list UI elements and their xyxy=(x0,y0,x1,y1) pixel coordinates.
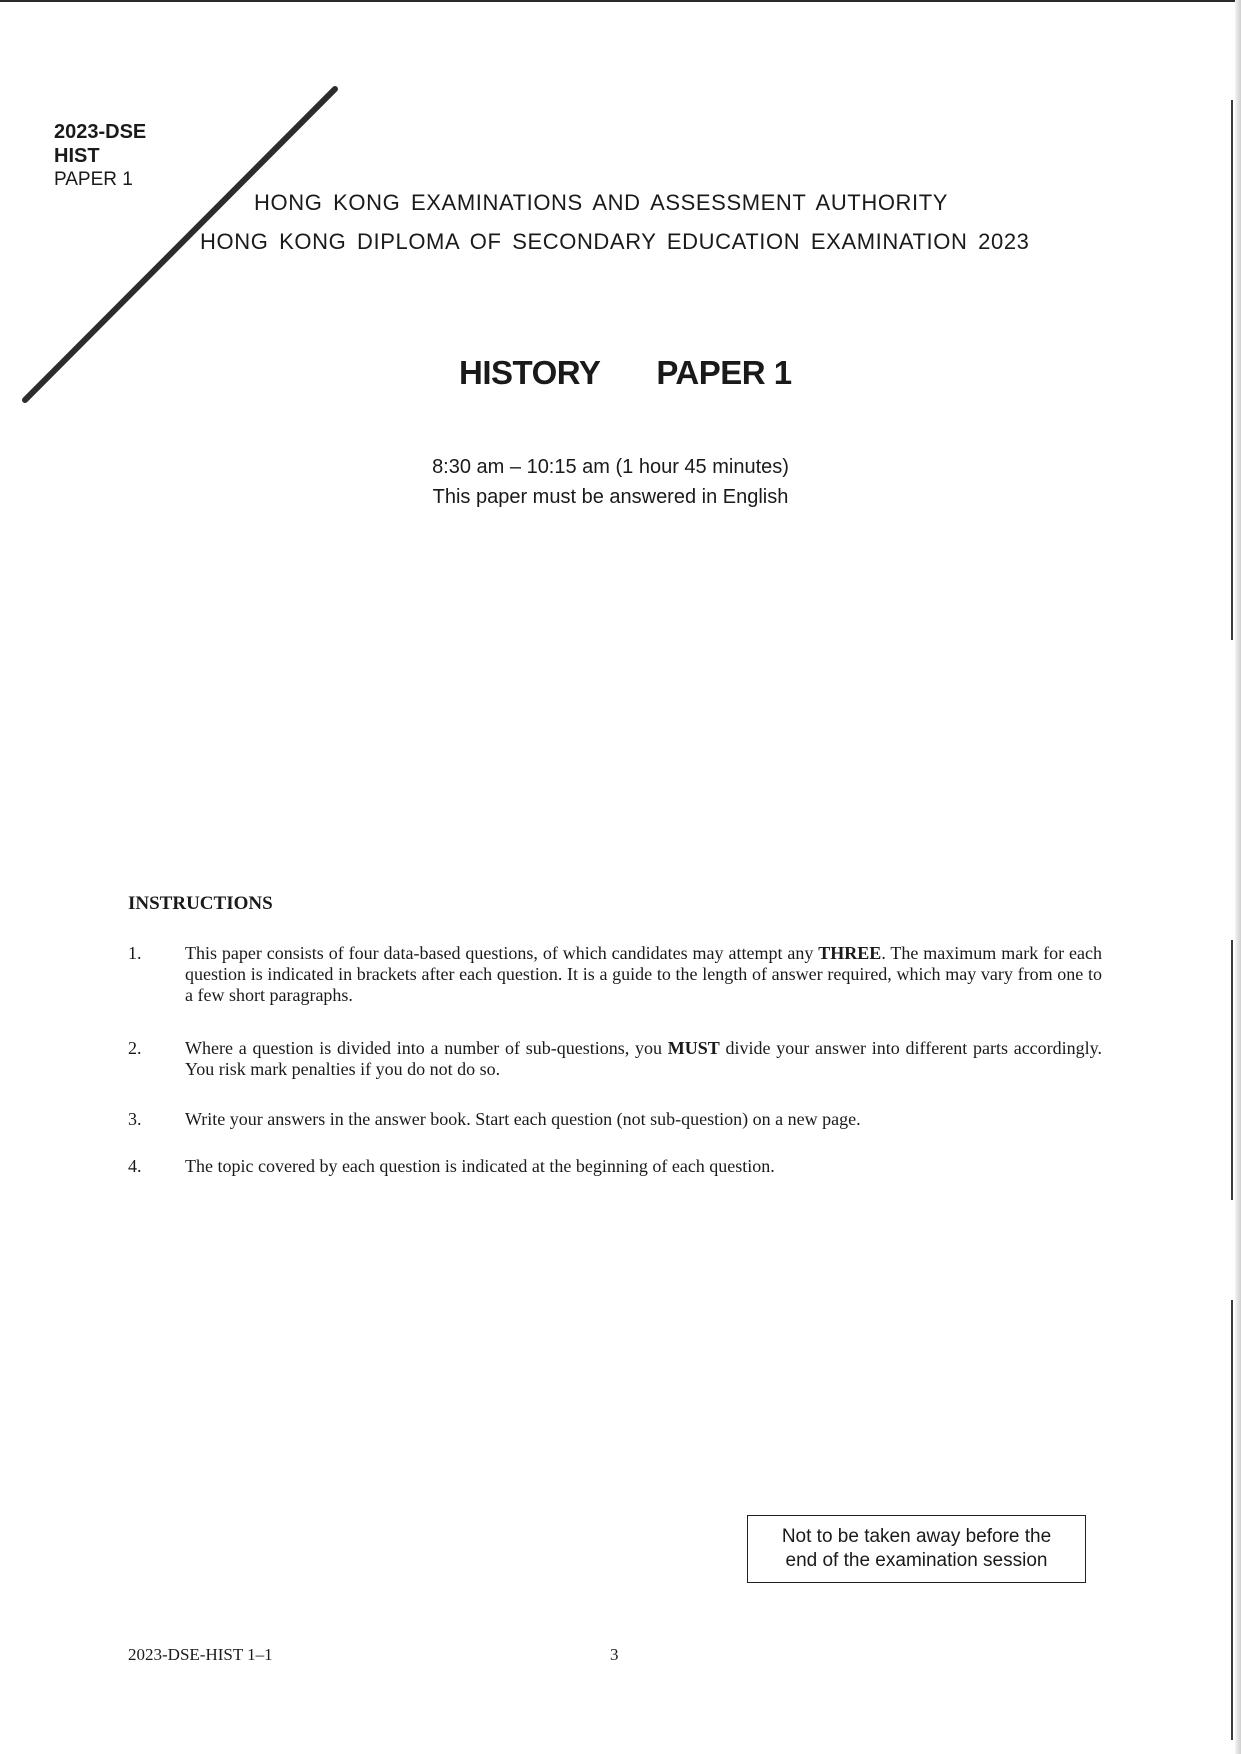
scan-edge-mark xyxy=(1231,100,1233,640)
paper-code-year: 2023-DSE xyxy=(54,121,147,143)
instruction-number: 3. xyxy=(128,1109,142,1129)
page-number: 3 xyxy=(610,1645,619,1664)
instruction-number: 2. xyxy=(128,1038,142,1058)
subject-paper: PAPER 1 xyxy=(656,354,792,391)
instruction-text: Write your answers in the answer book. Start each question (not sub-question) on a new page. xyxy=(185,1109,861,1129)
instruction-number: 4. xyxy=(128,1156,142,1176)
subject-title xyxy=(459,354,792,392)
instruction-item xyxy=(128,1156,1102,1177)
instruction-text: Where a question is divided into a number of sub-questions, you MUST divide your answer into different parts accordingly. You risk mark penalties if you do not do so. xyxy=(185,1038,1102,1079)
paper-code-subject: HIST xyxy=(54,145,100,167)
instruction-item xyxy=(128,943,1102,1006)
authority-title: HONG KONG EXAMINATIONS AND ASSESSMENT AUTHORITY xyxy=(254,190,949,215)
scan-edge-mark xyxy=(1231,1300,1233,1740)
instruction-item xyxy=(128,1038,1102,1080)
notice-line: end of the examination session xyxy=(785,1550,1048,1571)
subject-name: HISTORY xyxy=(459,354,601,391)
scan-right-edge xyxy=(1235,0,1241,1754)
footer-paper-code: 2023-DSE-HIST 1–1 xyxy=(128,1645,273,1664)
instruction-item xyxy=(128,1109,1102,1130)
notice-line: Not to be taken away before the xyxy=(781,1526,1052,1547)
instruction-text: This paper consists of four data-based questions, of which candidates may attempt any THREE. The maximum mark for each question is indicated in brackets after each question. It is a guide to the length of answer required, which may vary from one to a few short paragraphs. xyxy=(185,943,1102,1005)
instruction-number: 1. xyxy=(128,943,142,963)
instruction-text: The topic covered by each question is indicated at the beginning of each question. xyxy=(185,1156,775,1176)
scan-edge-mark xyxy=(1231,940,1233,1200)
notice-box xyxy=(747,1515,1086,1583)
instructions-heading: INSTRUCTIONS xyxy=(128,893,273,914)
paper-code-paper: PAPER 1 xyxy=(54,169,133,190)
answer-language: This paper must be answered in English xyxy=(432,486,789,508)
paper-code-block xyxy=(54,120,146,192)
exam-time: 8:30 am – 10:15 am (1 hour 45 minutes) xyxy=(432,456,789,478)
exam-title: HONG KONG DIPLOMA OF SECONDARY EDUCATION EXAMINATION 2023 xyxy=(200,229,1030,254)
